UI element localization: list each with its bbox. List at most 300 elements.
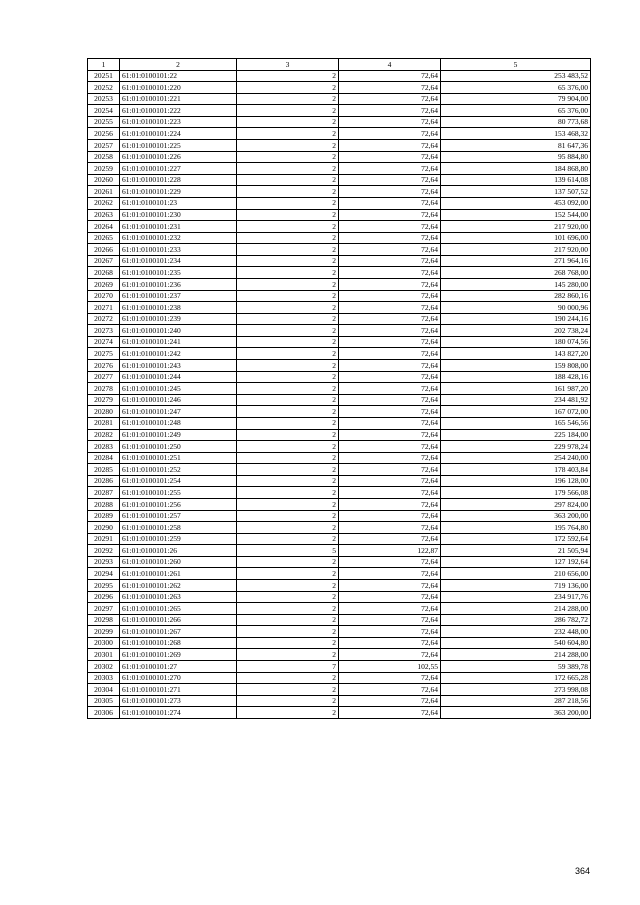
table-row <box>88 684 591 696</box>
table-row <box>88 522 591 534</box>
rate-cell: 72,64 <box>339 197 441 209</box>
amount-cell: 190 244,16 <box>441 313 591 325</box>
amount-cell: 214 288,00 <box>441 649 591 661</box>
table-row <box>88 267 591 279</box>
cadastral-number-cell: 61:01:0100101:255 <box>120 487 237 499</box>
count-cell: 2 <box>237 441 339 453</box>
rate-cell: 72,64 <box>339 278 441 290</box>
row-number-cell: 20260 <box>88 174 120 186</box>
row-number-cell: 20268 <box>88 267 120 279</box>
amount-cell: 273 998,08 <box>441 684 591 696</box>
table-row <box>88 325 591 337</box>
table-row <box>88 441 591 453</box>
table-row <box>88 417 591 429</box>
amount-cell: 453 092,00 <box>441 197 591 209</box>
cadastral-number-cell: 61:01:0100101:256 <box>120 498 237 510</box>
row-number-cell: 20289 <box>88 510 120 522</box>
amount-cell: 232 448,00 <box>441 626 591 638</box>
rate-cell: 72,64 <box>339 406 441 418</box>
amount-cell: 254 240,00 <box>441 452 591 464</box>
table-row <box>88 487 591 499</box>
cadastral-number-cell: 61:01:0100101:222 <box>120 105 237 117</box>
table-row <box>88 383 591 395</box>
count-cell: 2 <box>237 313 339 325</box>
amount-cell: 167 072,00 <box>441 406 591 418</box>
rate-cell: 72,64 <box>339 695 441 707</box>
row-number-cell: 20305 <box>88 695 120 707</box>
amount-cell: 719 136,00 <box>441 580 591 592</box>
page-number: 364 <box>574 866 590 876</box>
amount-cell: 217 920,00 <box>441 244 591 256</box>
rate-cell: 72,64 <box>339 313 441 325</box>
amount-cell: 184 868,80 <box>441 163 591 175</box>
row-number-cell: 20294 <box>88 568 120 580</box>
count-cell: 2 <box>237 475 339 487</box>
amount-cell: 297 824,00 <box>441 498 591 510</box>
table-row <box>88 116 591 128</box>
table-row <box>88 313 591 325</box>
row-number-cell: 20297 <box>88 603 120 615</box>
table-row <box>88 475 591 487</box>
count-cell: 2 <box>237 568 339 580</box>
cadastral-number-cell: 61:01:0100101:234 <box>120 255 237 267</box>
table-row <box>88 360 591 372</box>
amount-cell: 159 808,00 <box>441 360 591 372</box>
table-row <box>88 510 591 522</box>
rate-cell: 72,64 <box>339 556 441 568</box>
cadastral-number-cell: 61:01:0100101:231 <box>120 221 237 233</box>
table-row <box>88 568 591 580</box>
cadastral-number-cell: 61:01:0100101:246 <box>120 394 237 406</box>
row-number-cell: 20253 <box>88 93 120 105</box>
cadastral-number-cell: 61:01:0100101:245 <box>120 383 237 395</box>
rate-cell: 72,64 <box>339 487 441 499</box>
amount-cell: 145 280,00 <box>441 278 591 290</box>
row-number-cell: 20285 <box>88 464 120 476</box>
rate-cell: 72,64 <box>339 637 441 649</box>
count-cell: 2 <box>237 672 339 684</box>
rate-cell: 72,64 <box>339 626 441 638</box>
cadastral-number-cell: 61:01:0100101:241 <box>120 336 237 348</box>
rate-cell: 72,64 <box>339 568 441 580</box>
rate-cell: 72,64 <box>339 186 441 198</box>
rate-cell: 72,64 <box>339 498 441 510</box>
row-number-cell: 20302 <box>88 661 120 673</box>
table-body <box>88 70 591 718</box>
rate-cell: 72,64 <box>339 580 441 592</box>
cadastral-number-cell: 61:01:0100101:27 <box>120 661 237 673</box>
rate-cell: 72,64 <box>339 70 441 82</box>
rate-cell: 72,64 <box>339 302 441 314</box>
rate-cell: 72,64 <box>339 267 441 279</box>
cadastral-number-cell: 61:01:0100101:244 <box>120 371 237 383</box>
table-row <box>88 163 591 175</box>
rate-cell: 102,55 <box>339 661 441 673</box>
row-number-cell: 20291 <box>88 533 120 545</box>
row-number-cell: 20295 <box>88 580 120 592</box>
count-cell: 2 <box>237 336 339 348</box>
rate-cell: 72,64 <box>339 394 441 406</box>
cadastral-number-cell: 61:01:0100101:220 <box>120 82 237 94</box>
count-cell: 2 <box>237 232 339 244</box>
count-cell: 2 <box>237 383 339 395</box>
amount-cell: 80 773,68 <box>441 116 591 128</box>
row-number-cell: 20304 <box>88 684 120 696</box>
row-number-cell: 20293 <box>88 556 120 568</box>
rate-cell: 72,64 <box>339 383 441 395</box>
count-cell: 2 <box>237 116 339 128</box>
count-cell: 2 <box>237 649 339 661</box>
cadastral-number-cell: 61:01:0100101:243 <box>120 360 237 372</box>
cadastral-number-cell: 61:01:0100101:273 <box>120 695 237 707</box>
cadastral-number-cell: 61:01:0100101:228 <box>120 174 237 186</box>
row-number-cell: 20299 <box>88 626 120 638</box>
amount-cell: 234 481,92 <box>441 394 591 406</box>
amount-cell: 179 566,08 <box>441 487 591 499</box>
amount-cell: 143 827,20 <box>441 348 591 360</box>
row-number-cell: 20259 <box>88 163 120 175</box>
row-number-cell: 20270 <box>88 290 120 302</box>
row-number-cell: 20256 <box>88 128 120 140</box>
count-cell: 2 <box>237 498 339 510</box>
cadastral-number-cell: 61:01:0100101:257 <box>120 510 237 522</box>
amount-cell: 229 978,24 <box>441 441 591 453</box>
cadastral-number-cell: 61:01:0100101:254 <box>120 475 237 487</box>
count-cell: 2 <box>237 464 339 476</box>
cadastral-number-cell: 61:01:0100101:247 <box>120 406 237 418</box>
rate-cell: 72,64 <box>339 163 441 175</box>
row-number-cell: 20283 <box>88 441 120 453</box>
amount-cell: 234 917,76 <box>441 591 591 603</box>
table-row <box>88 128 591 140</box>
cadastral-number-cell: 61:01:0100101:271 <box>120 684 237 696</box>
amount-cell: 196 128,00 <box>441 475 591 487</box>
rate-cell: 72,64 <box>339 603 441 615</box>
cadastral-number-cell: 61:01:0100101:248 <box>120 417 237 429</box>
amount-cell: 172 665,28 <box>441 672 591 684</box>
rate-cell: 72,64 <box>339 336 441 348</box>
cadastral-number-cell: 61:01:0100101:242 <box>120 348 237 360</box>
row-number-cell: 20306 <box>88 707 120 719</box>
cadastral-number-cell: 61:01:0100101:258 <box>120 522 237 534</box>
count-cell: 2 <box>237 209 339 221</box>
table-row <box>88 580 591 592</box>
count-cell: 2 <box>237 684 339 696</box>
rate-cell: 72,64 <box>339 325 441 337</box>
amount-cell: 178 403,84 <box>441 464 591 476</box>
row-number-cell: 20264 <box>88 221 120 233</box>
rate-cell: 72,64 <box>339 522 441 534</box>
amount-cell: 253 483,52 <box>441 70 591 82</box>
table-row <box>88 278 591 290</box>
row-number-cell: 20288 <box>88 498 120 510</box>
rate-cell: 72,64 <box>339 591 441 603</box>
count-cell: 2 <box>237 695 339 707</box>
rate-cell: 72,64 <box>339 441 441 453</box>
cadastral-number-cell: 61:01:0100101:274 <box>120 707 237 719</box>
rate-cell: 72,64 <box>339 151 441 163</box>
row-number-cell: 20292 <box>88 545 120 557</box>
cadastral-number-cell: 61:01:0100101:252 <box>120 464 237 476</box>
row-number-cell: 20298 <box>88 614 120 626</box>
count-cell: 2 <box>237 556 339 568</box>
row-number-cell: 20254 <box>88 105 120 117</box>
cadastral-number-cell: 61:01:0100101:233 <box>120 244 237 256</box>
table-row <box>88 105 591 117</box>
column-header: 4 <box>339 59 441 71</box>
row-number-cell: 20303 <box>88 672 120 684</box>
rate-cell: 72,64 <box>339 116 441 128</box>
row-number-cell: 20255 <box>88 116 120 128</box>
row-number-cell: 20257 <box>88 140 120 152</box>
rate-cell: 72,64 <box>339 371 441 383</box>
rate-cell: 72,64 <box>339 348 441 360</box>
row-number-cell: 20277 <box>88 371 120 383</box>
rate-cell: 72,64 <box>339 614 441 626</box>
row-number-cell: 20262 <box>88 197 120 209</box>
row-number-cell: 20273 <box>88 325 120 337</box>
table-row <box>88 545 591 557</box>
count-cell: 2 <box>237 360 339 372</box>
count-cell: 2 <box>237 406 339 418</box>
cadastral-number-cell: 61:01:0100101:261 <box>120 568 237 580</box>
rate-cell: 72,64 <box>339 417 441 429</box>
amount-cell: 180 074,56 <box>441 336 591 348</box>
row-number-cell: 20282 <box>88 429 120 441</box>
count-cell: 2 <box>237 394 339 406</box>
row-number-cell: 20267 <box>88 255 120 267</box>
count-cell: 2 <box>237 614 339 626</box>
table-row <box>88 556 591 568</box>
table-row <box>88 661 591 673</box>
table-row <box>88 209 591 221</box>
cadastral-number-cell: 61:01:0100101:238 <box>120 302 237 314</box>
amount-cell: 217 920,00 <box>441 221 591 233</box>
table-row <box>88 140 591 152</box>
table-row <box>88 93 591 105</box>
table-row <box>88 244 591 256</box>
row-number-cell: 20266 <box>88 244 120 256</box>
cadastral-number-cell: 61:01:0100101:22 <box>120 70 237 82</box>
table-row <box>88 174 591 186</box>
count-cell: 2 <box>237 417 339 429</box>
rate-cell: 72,64 <box>339 82 441 94</box>
count-cell: 2 <box>237 140 339 152</box>
count-cell: 2 <box>237 197 339 209</box>
table-row <box>88 533 591 545</box>
amount-cell: 153 468,32 <box>441 128 591 140</box>
amount-cell: 363 200,00 <box>441 707 591 719</box>
cadastral-number-cell: 61:01:0100101:224 <box>120 128 237 140</box>
rate-cell: 72,64 <box>339 140 441 152</box>
amount-cell: 540 604,80 <box>441 637 591 649</box>
row-number-cell: 20296 <box>88 591 120 603</box>
count-cell: 2 <box>237 371 339 383</box>
count-cell: 2 <box>237 186 339 198</box>
table-row <box>88 186 591 198</box>
column-header: 5 <box>441 59 591 71</box>
table-row <box>88 672 591 684</box>
table-row <box>88 498 591 510</box>
count-cell: 2 <box>237 626 339 638</box>
amount-cell: 271 964,16 <box>441 255 591 267</box>
cadastral-number-cell: 61:01:0100101:227 <box>120 163 237 175</box>
count-cell: 7 <box>237 661 339 673</box>
rate-cell: 72,64 <box>339 684 441 696</box>
cadastral-number-cell: 61:01:0100101:236 <box>120 278 237 290</box>
cadastral-number-cell: 61:01:0100101:235 <box>120 267 237 279</box>
cadastral-number-cell: 61:01:0100101:263 <box>120 591 237 603</box>
cadastral-number-cell: 61:01:0100101:226 <box>120 151 237 163</box>
rate-cell: 72,64 <box>339 452 441 464</box>
header-row <box>88 59 591 71</box>
amount-cell: 59 389,78 <box>441 661 591 673</box>
amount-cell: 165 546,56 <box>441 417 591 429</box>
table-row <box>88 707 591 719</box>
row-number-cell: 20263 <box>88 209 120 221</box>
count-cell: 2 <box>237 533 339 545</box>
amount-cell: 188 428,16 <box>441 371 591 383</box>
rate-cell: 72,64 <box>339 533 441 545</box>
row-number-cell: 20258 <box>88 151 120 163</box>
table-row <box>88 70 591 82</box>
cadastral-number-cell: 61:01:0100101:223 <box>120 116 237 128</box>
cadastral-number-cell: 61:01:0100101:259 <box>120 533 237 545</box>
cadastral-number-cell: 61:01:0100101:266 <box>120 614 237 626</box>
cadastral-number-cell: 61:01:0100101:268 <box>120 637 237 649</box>
rate-cell: 122,87 <box>339 545 441 557</box>
row-number-cell: 20276 <box>88 360 120 372</box>
table-row <box>88 197 591 209</box>
amount-cell: 79 904,00 <box>441 93 591 105</box>
cadastral-number-cell: 61:01:0100101:239 <box>120 313 237 325</box>
amount-cell: 225 184,00 <box>441 429 591 441</box>
rate-cell: 72,64 <box>339 464 441 476</box>
amount-cell: 214 288,00 <box>441 603 591 615</box>
column-header: 3 <box>237 59 339 71</box>
count-cell: 2 <box>237 429 339 441</box>
rate-cell: 72,64 <box>339 707 441 719</box>
column-header: 2 <box>120 59 237 71</box>
count-cell: 2 <box>237 290 339 302</box>
count-cell: 2 <box>237 128 339 140</box>
rate-cell: 72,64 <box>339 429 441 441</box>
amount-cell: 363 200,00 <box>441 510 591 522</box>
row-number-cell: 20290 <box>88 522 120 534</box>
amount-cell: 286 782,72 <box>441 614 591 626</box>
count-cell: 2 <box>237 70 339 82</box>
cadastral-number-cell: 61:01:0100101:267 <box>120 626 237 638</box>
amount-cell: 268 768,00 <box>441 267 591 279</box>
row-number-cell: 20279 <box>88 394 120 406</box>
cadastral-number-cell: 61:01:0100101:250 <box>120 441 237 453</box>
cadastral-number-cell: 61:01:0100101:230 <box>120 209 237 221</box>
count-cell: 2 <box>237 637 339 649</box>
amount-cell: 152 544,00 <box>441 209 591 221</box>
amount-cell: 65 376,00 <box>441 82 591 94</box>
count-cell: 2 <box>237 603 339 615</box>
amount-cell: 21 505,94 <box>441 545 591 557</box>
amount-cell: 202 738,24 <box>441 325 591 337</box>
table-row <box>88 371 591 383</box>
rate-cell: 72,64 <box>339 93 441 105</box>
amount-cell: 127 192,64 <box>441 556 591 568</box>
count-cell: 2 <box>237 325 339 337</box>
table-row <box>88 591 591 603</box>
rate-cell: 72,64 <box>339 209 441 221</box>
amount-cell: 95 884,80 <box>441 151 591 163</box>
rate-cell: 72,64 <box>339 232 441 244</box>
table-row <box>88 695 591 707</box>
amount-cell: 90 000,96 <box>441 302 591 314</box>
count-cell: 2 <box>237 267 339 279</box>
row-number-cell: 20271 <box>88 302 120 314</box>
cadastral-number-cell: 61:01:0100101:270 <box>120 672 237 684</box>
row-number-cell: 20278 <box>88 383 120 395</box>
row-number-cell: 20275 <box>88 348 120 360</box>
amount-cell: 81 647,36 <box>441 140 591 152</box>
rate-cell: 72,64 <box>339 510 441 522</box>
amount-cell: 65 376,00 <box>441 105 591 117</box>
count-cell: 2 <box>237 707 339 719</box>
column-header: 1 <box>88 59 120 71</box>
row-number-cell: 20261 <box>88 186 120 198</box>
table-row <box>88 336 591 348</box>
cadastral-number-cell: 61:01:0100101:232 <box>120 232 237 244</box>
amount-cell: 161 987,20 <box>441 383 591 395</box>
table-row <box>88 394 591 406</box>
cadastral-number-cell: 61:01:0100101:26 <box>120 545 237 557</box>
row-number-cell: 20274 <box>88 336 120 348</box>
count-cell: 2 <box>237 487 339 499</box>
table-row <box>88 255 591 267</box>
count-cell: 2 <box>237 93 339 105</box>
row-number-cell: 20300 <box>88 637 120 649</box>
count-cell: 2 <box>237 244 339 256</box>
table-row <box>88 221 591 233</box>
amount-cell: 172 592,64 <box>441 533 591 545</box>
cadastral-number-cell: 61:01:0100101:221 <box>120 93 237 105</box>
row-number-cell: 20287 <box>88 487 120 499</box>
rate-cell: 72,64 <box>339 128 441 140</box>
row-number-cell: 20286 <box>88 475 120 487</box>
table-row <box>88 232 591 244</box>
count-cell: 2 <box>237 255 339 267</box>
rate-cell: 72,64 <box>339 649 441 661</box>
cadastral-number-cell: 61:01:0100101:262 <box>120 580 237 592</box>
rate-cell: 72,64 <box>339 174 441 186</box>
rate-cell: 72,64 <box>339 475 441 487</box>
cadastral-number-cell: 61:01:0100101:23 <box>120 197 237 209</box>
count-cell: 2 <box>237 82 339 94</box>
count-cell: 2 <box>237 302 339 314</box>
amount-cell: 101 696,00 <box>441 232 591 244</box>
row-number-cell: 20281 <box>88 417 120 429</box>
row-number-cell: 20272 <box>88 313 120 325</box>
count-cell: 2 <box>237 348 339 360</box>
cadastral-number-cell: 61:01:0100101:225 <box>120 140 237 152</box>
table-row <box>88 406 591 418</box>
row-number-cell: 20280 <box>88 406 120 418</box>
table-row <box>88 452 591 464</box>
cadastral-number-cell: 61:01:0100101:251 <box>120 452 237 464</box>
row-number-cell: 20251 <box>88 70 120 82</box>
table-row <box>88 302 591 314</box>
table-row <box>88 290 591 302</box>
rate-cell: 72,64 <box>339 672 441 684</box>
table-row <box>88 614 591 626</box>
count-cell: 2 <box>237 591 339 603</box>
